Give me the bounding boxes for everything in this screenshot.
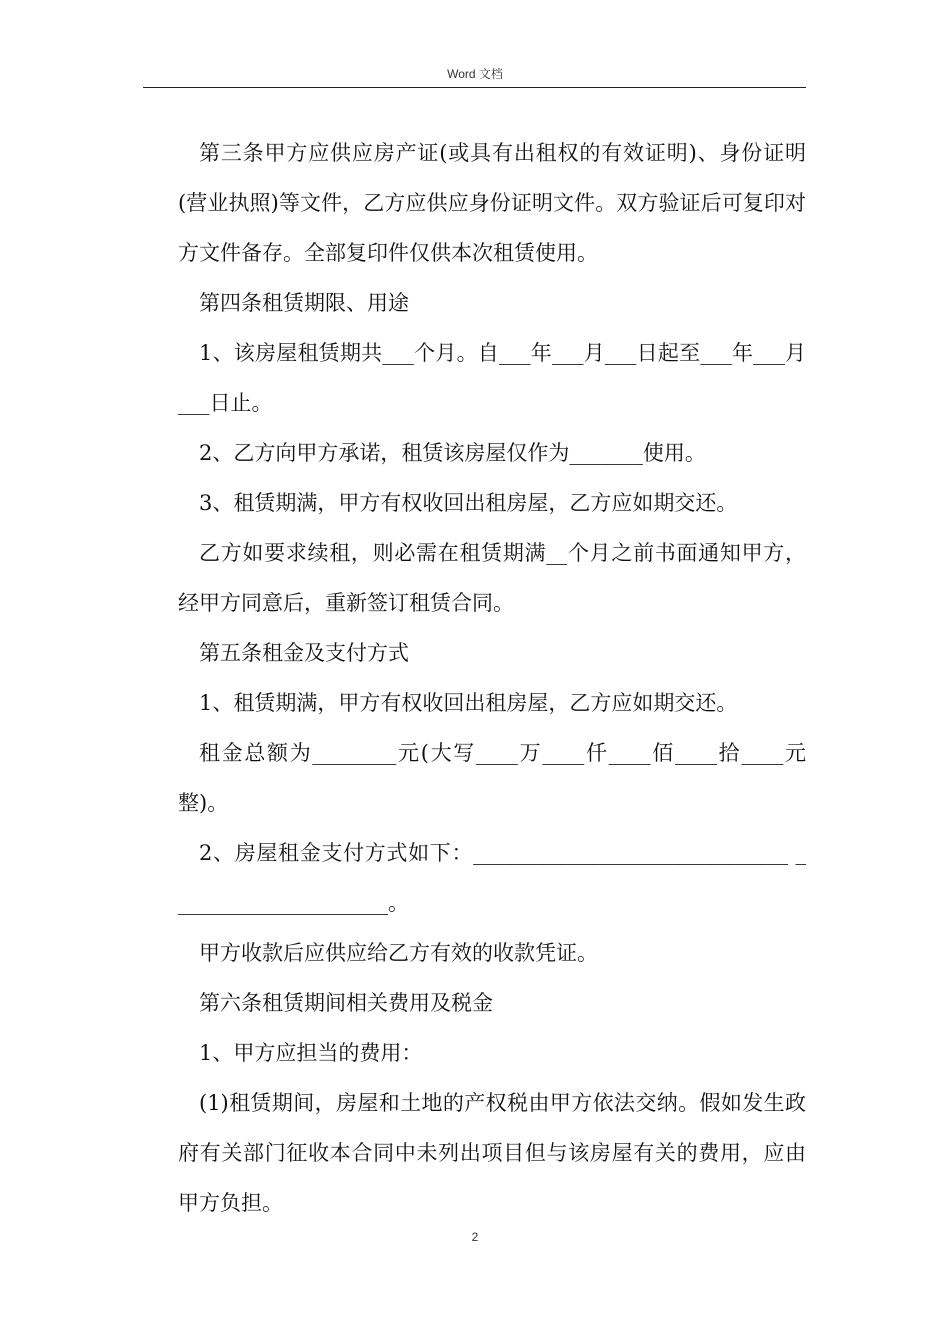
document-body xyxy=(178,128,806,1228)
paragraph-property-tax: (1)租赁期间，房屋和土地的产权税由甲方依法交纳。假如发生政府有关部门征收本合同中未列出项目但与该房屋有关的费用，应由甲方负担。 xyxy=(178,1091,806,1215)
paragraph-party-a-fees: 1、甲方应担当的费用： xyxy=(199,1041,423,1065)
paragraph-article-5-heading: 第五条租金及支付方式 xyxy=(199,641,409,665)
paragraph-article-4-heading: 第四条租赁期限、用途 xyxy=(199,291,409,315)
paragraph-expiry: 3、租赁期满，甲方有权收回出租房屋，乙方应如期交还。 xyxy=(199,491,738,515)
paragraph-rent-total: 租金总额为________元(大写____万____仟____佰____拾____元整)。 xyxy=(178,741,806,815)
paragraph-rent-expiry: 1、租赁期满，甲方有权收回出租房屋，乙方应如期交还。 xyxy=(199,691,738,715)
paragraph-usage: 2、乙方向甲方承诺，租赁该房屋仅作为_______使用。 xyxy=(199,441,706,465)
page-header: Word 文档 xyxy=(447,67,503,81)
paragraph-receipt: 甲方收款后应供应给乙方有效的收款凭证。 xyxy=(199,941,598,965)
header-divider xyxy=(143,87,806,88)
paragraph-renewal: 乙方如要求续租，则必需在租赁期满__个月之前书面通知甲方，经甲方同意后，重新签订租赁合同。 xyxy=(178,541,806,615)
paragraph-article-3: 第三条甲方应供应房产证(或具有出租权的有效证明)、身份证明(营业执照)等文件，乙方应供应身份证明文件。双方验证后可复印对方文件备存。全部复印件仅供本次租赁使用。 xyxy=(178,141,806,265)
paragraph-payment-method: 2、房屋租金支付方式如下：______________________________ _____________________。 xyxy=(178,841,806,915)
paragraph-lease-term: 1、该房屋租赁期共___个月。自___年___月___日起至___年___月___日止。 xyxy=(178,341,806,415)
page-number: 2 xyxy=(471,1230,479,1244)
paragraph-article-6-heading: 第六条租赁期间相关费用及税金 xyxy=(199,991,493,1015)
